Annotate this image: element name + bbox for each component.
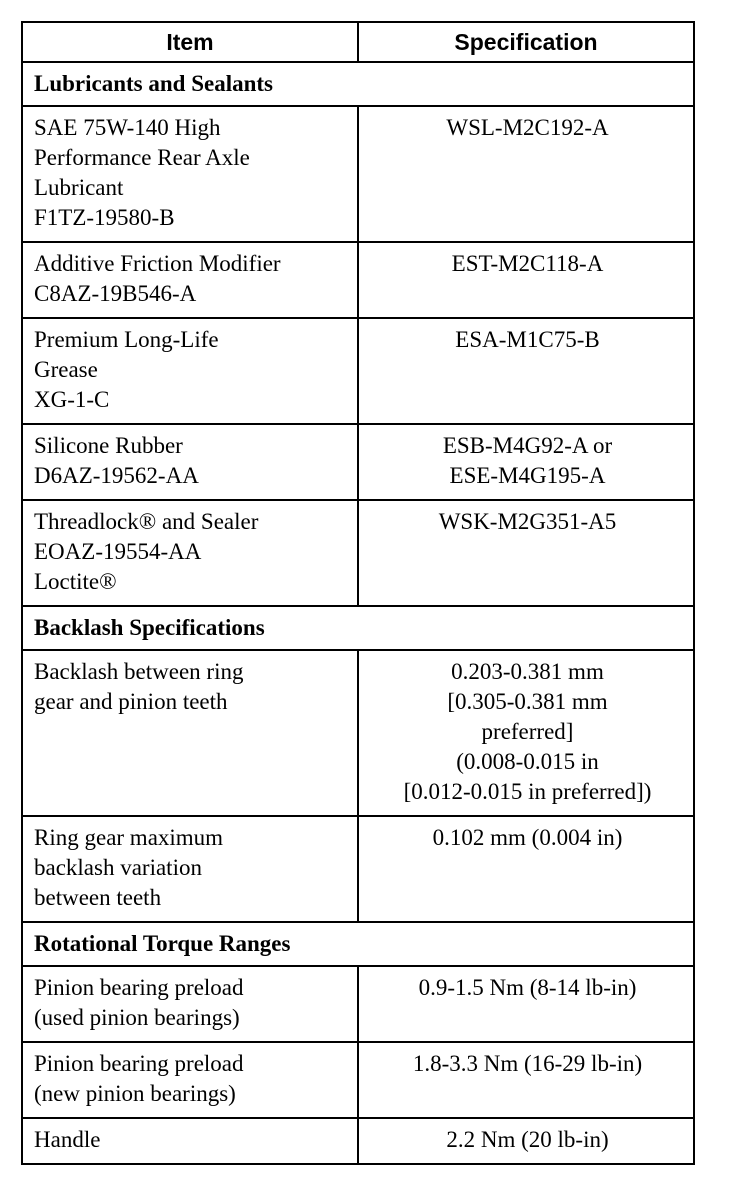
table-row <box>22 966 694 1042</box>
item-line: gear and pinion teeth <box>34 689 228 714</box>
specification-line: 2.2 Nm (20 lb-in) <box>446 1127 609 1152</box>
specification-cell <box>358 242 694 318</box>
specification-cell <box>358 966 694 1042</box>
item-cell <box>22 966 358 1042</box>
table-row <box>22 1042 694 1118</box>
item-line: Grease <box>34 357 98 382</box>
table-row <box>22 242 694 318</box>
specification-line: [0.012-0.015 in preferred]) <box>403 779 652 804</box>
specification-line: 0.9-1.5 Nm (8-14 lb-in) <box>418 975 637 1000</box>
specification-line: WSL-M2C192-A <box>446 115 609 140</box>
table-row <box>22 500 694 606</box>
specification-line: 0.102 mm (0.004 in) <box>432 825 623 850</box>
specification-line: EST-M2C118-A <box>451 251 604 276</box>
item-cell <box>22 318 358 424</box>
specification-cell <box>358 650 694 816</box>
item-line: Loctite® <box>34 569 117 594</box>
specification-column-header: Specification <box>358 22 694 62</box>
table-row <box>22 1118 694 1164</box>
section-title: Lubricants and Sealants <box>22 62 694 106</box>
item-line: backlash variation <box>34 855 202 880</box>
item-line: between teeth <box>34 885 162 910</box>
specification-line: 1.8-3.3 Nm (16-29 lb-in) <box>412 1051 643 1076</box>
item-cell <box>22 106 358 242</box>
item-line: Silicone Rubber <box>34 433 183 458</box>
specification-cell <box>358 1042 694 1118</box>
item-cell <box>22 1042 358 1118</box>
header-row <box>22 22 694 62</box>
specification-line: 0.203-0.381 mm <box>451 659 604 684</box>
item-line: SAE 75W-140 High <box>34 115 221 140</box>
item-line: XG-1-C <box>34 387 110 412</box>
item-cell <box>22 1118 358 1164</box>
item-line: EOAZ-19554-AA <box>34 539 202 564</box>
item-line: C8AZ-19B546-A <box>34 281 197 306</box>
table-row <box>22 816 694 922</box>
item-line: Pinion bearing preload <box>34 1051 244 1076</box>
specification-cell <box>358 1118 694 1164</box>
item-cell <box>22 242 358 318</box>
item-line: F1TZ-19580-B <box>34 205 175 230</box>
item-column-header: Item <box>22 22 358 62</box>
item-line: Backlash between ring <box>34 659 244 684</box>
specification-line: ESB-M4G92-A or <box>442 433 613 458</box>
item-cell <box>22 500 358 606</box>
item-line: (used pinion bearings) <box>34 1005 240 1030</box>
section-header-row <box>22 62 694 106</box>
section-title: Backlash Specifications <box>22 606 694 650</box>
table-row <box>22 106 694 242</box>
item-line: Additive Friction Modifier <box>34 251 281 276</box>
section-header-row <box>22 606 694 650</box>
specification-cell <box>358 318 694 424</box>
table-body <box>22 62 694 1164</box>
table-row <box>22 424 694 500</box>
section-header-row <box>22 922 694 966</box>
specification-line: (0.008-0.015 in <box>456 749 599 774</box>
item-line: (new pinion bearings) <box>34 1081 236 1106</box>
specification-line: ESE-M4G195-A <box>449 463 606 488</box>
specification-cell <box>358 500 694 606</box>
specification-line: [0.305-0.381 mm <box>447 689 608 714</box>
item-line: Lubricant <box>34 175 124 200</box>
item-cell <box>22 816 358 922</box>
item-line: Ring gear maximum <box>34 825 224 850</box>
item-line: Performance Rear Axle <box>34 145 250 170</box>
item-line: Premium Long-Life <box>34 327 219 352</box>
specification-table <box>21 21 695 1165</box>
specification-line: preferred] <box>481 719 574 744</box>
item-cell <box>22 650 358 816</box>
section-title: Rotational Torque Ranges <box>22 922 694 966</box>
specification-cell <box>358 424 694 500</box>
item-line: Threadlock® and Sealer <box>34 509 259 534</box>
item-line: Handle <box>34 1127 101 1152</box>
specification-cell <box>358 816 694 922</box>
specification-cell <box>358 106 694 242</box>
item-line: D6AZ-19562-AA <box>34 463 199 488</box>
item-line: Pinion bearing preload <box>34 975 244 1000</box>
specification-line: WSK-M2G351-A5 <box>438 509 617 534</box>
specification-line: ESA-M1C75-B <box>455 327 600 352</box>
table-row <box>22 318 694 424</box>
item-cell <box>22 424 358 500</box>
table-row <box>22 650 694 816</box>
